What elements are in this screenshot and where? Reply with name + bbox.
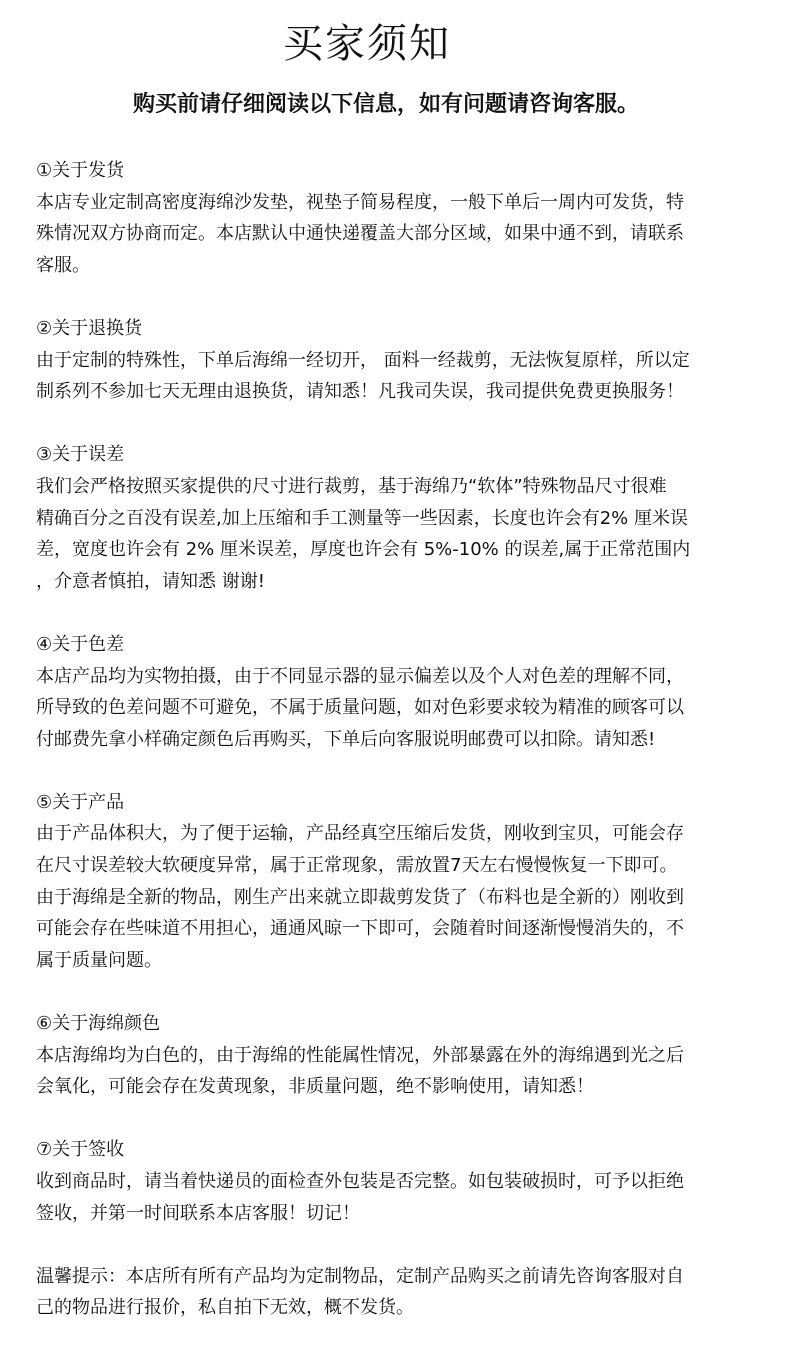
section-product bbox=[36, 787, 766, 977]
section-returns bbox=[36, 313, 766, 408]
section-line: 我们会严格按照买家提供的尺寸进行裁剪，基于海绵乃“软体”特殊物品尺寸很难 bbox=[36, 475, 667, 497]
section-line: 收到商品时，请当着快递员的面检查外包装是否完整。如包装破损时，可予以拒绝 bbox=[36, 1171, 684, 1192]
section-line: 客服。 bbox=[36, 254, 90, 276]
section-line: 所导致的色差问题不可避免，不属于质量问题，如对色彩要求较为精准的顾客可以 bbox=[36, 697, 684, 719]
section-heading: ③关于误差 bbox=[36, 444, 125, 466]
section-receipt bbox=[36, 1134, 766, 1229]
section-heading: ④关于色差 bbox=[36, 633, 125, 655]
section-line: 本店海绵均为白色的，由于海绵的性能属性情况，外部暴露在外的海绵遇到光之后 bbox=[36, 1044, 684, 1066]
tip-line: 温馨提示：本店所有所有产品均为定制物品，定制产品购买之前请先咨询客服对自 bbox=[36, 1265, 684, 1287]
section-line: 由于产品体积大，为了便于运输，产品经真空压缩后发货，刚收到宝贝，可能会存 bbox=[36, 823, 684, 845]
section-shipping bbox=[36, 155, 766, 281]
section-line: 可能会存在些味道不用担心，通通风晾一下即可，会随着时间逐渐慢慢消失的，不 bbox=[36, 918, 684, 940]
section-heading: ①关于发货 bbox=[36, 160, 125, 181]
section-line: 精确百分之百没有误差,加上压缩和手工测量等一些因素，长度也许会有2% 厘米误 bbox=[36, 507, 688, 529]
section-line: 本店产品均为实物拍摄，由于不同显示器的显示偏差以及个人对色差的理解不同， bbox=[36, 665, 684, 687]
section-color-difference bbox=[36, 629, 766, 755]
section-heading: ⑦关于签收 bbox=[36, 1139, 125, 1161]
section-sponge-color bbox=[36, 1008, 766, 1103]
section-heading: ⑤关于产品 bbox=[36, 791, 125, 813]
section-line: 由于定制的特殊性，下单后海绵一经切开， 面料一经裁剪，无法恢复原样，所以定 bbox=[36, 349, 690, 371]
section-line: 会氧化，可能会存在发黄现象，非质量问题，绝不影响使用，请知悉！ bbox=[36, 1076, 594, 1098]
section-line: ，介意者慎拍，请知悉 谢谢! bbox=[36, 570, 265, 592]
page-subtitle: 购买前请仔细阅读以下信息，如有问题请咨询客服。 bbox=[132, 92, 639, 117]
section-heading: ②关于退换货 bbox=[36, 317, 143, 339]
notice-content bbox=[36, 155, 766, 1356]
section-heading: ⑥关于海绵颜色 bbox=[36, 1013, 161, 1035]
tip-line: 己的物品进行报价，私自拍下无效，概不发货。 bbox=[36, 1297, 414, 1319]
section-line: 签收，并第一时间联系本店客服！切记！ bbox=[36, 1202, 360, 1224]
section-line: 属于质量问题。 bbox=[36, 949, 162, 971]
page-title: 买家须知 bbox=[283, 21, 451, 67]
section-tolerance bbox=[36, 439, 766, 597]
section-line: 差，宽度也许会有 2% 厘米误差，厚度也许会有 5%-10% 的误差,属于正常范围内 bbox=[36, 539, 691, 561]
section-line: 付邮费先拿小样确定颜色后再购买，下单后向客服说明邮费可以扣除。请知悉! bbox=[36, 728, 656, 750]
warm-tip bbox=[36, 1261, 766, 1324]
section-line: 制系列不参加七天无理由退换货，请知悉！凡我司失误，我司提供免费更换服务！ bbox=[36, 381, 684, 403]
section-line: 由于海绵是全新的物品，刚生产出来就立即裁剪发货了（布料也是全新的）刚收到 bbox=[36, 886, 684, 908]
section-line: 本店专业定制高密度海绵沙发垫，视垫子简易程度，一般下单后一周内可发货，特 bbox=[36, 191, 684, 213]
section-line: 殊情况双方协商而定。本店默认中通快递覆盖大部分区域，如果中通不到，请联系 bbox=[36, 223, 684, 245]
section-line: 在尺寸误差较大软硬度异常，属于正常现象，需放置7天左右慢慢恢复一下即可。 bbox=[36, 855, 678, 877]
